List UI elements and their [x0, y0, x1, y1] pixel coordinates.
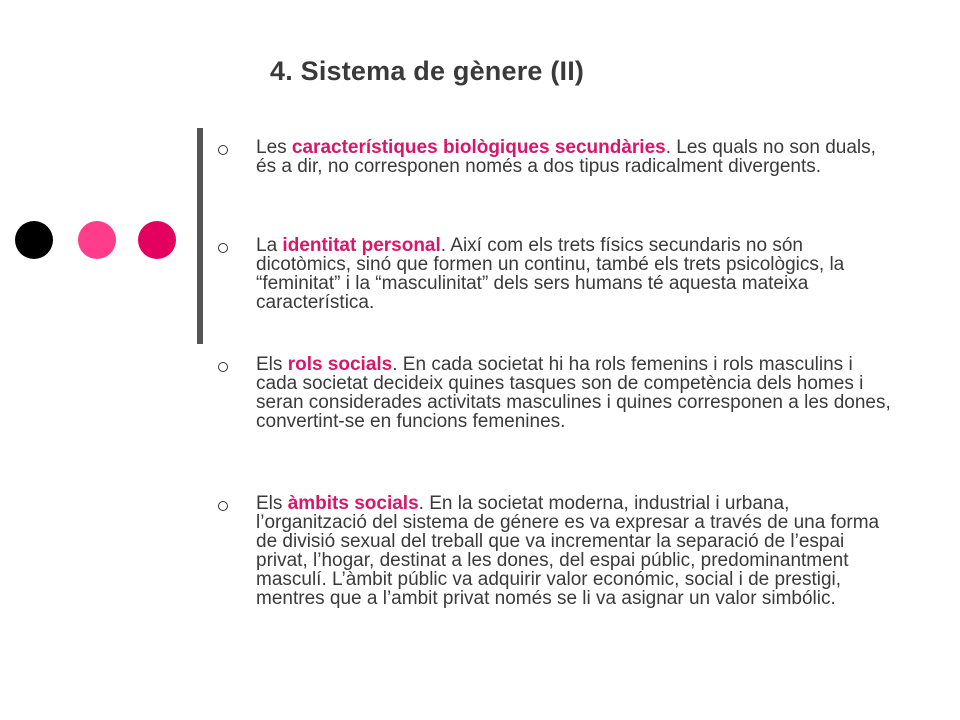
- bullet-text: La identitat personal. Així com els trets físics secundaris no són dicotòmics, sinó que formen un continu, també els trets psicològics, la “feminitat” i la “masculinitat” dels sers humans té aquesta mateixa característica.: [256, 235, 845, 313]
- decorative-dot-pink: [78, 221, 116, 259]
- bullet-circle-icon: [218, 243, 228, 253]
- highlight-term: característiques biològiques secundàries: [291, 137, 666, 158]
- highlight-term: identitat personal: [282, 235, 441, 256]
- bullet-circle-icon: [218, 145, 228, 155]
- bullet-text: Els àmbits socials. En la societat moderna, industrial i urbana, l’organització del sistema de génere es va expresar a través de una forma de divisió sexual del treball que va incrementar la separació de l’espai privat, l’hogar, destinat a les dones, del espai públic, predominantment masculí. L’àmbit públic va adquirir valor económic, social i de prestigi, mentres que a l’ambit privat només se li va asignar un valor simbólic.: [256, 493, 880, 609]
- bullet-text: Els rols socials. En cada societat hi ha rols femenins i rols masculins i cada societat decideix quines tasques son de competència dels homes i seran considerades activitats masculines i quines corresponen a les dones, convertint-se en funcions femenines.: [256, 354, 891, 432]
- bullet-text: Les característiques biològiques secundàries. Les quals no son duals, és a dir, no corresponen només a dos tipus radicalment divergents.: [256, 137, 876, 177]
- highlight-term: rols socials: [287, 354, 393, 375]
- vertical-divider: [197, 128, 203, 344]
- bullet-circle-icon: [218, 501, 228, 511]
- bullet-circle-icon: [218, 362, 228, 372]
- highlight-term: àmbits socials: [287, 493, 419, 514]
- decorative-dot-black: [15, 221, 53, 259]
- decorative-dot-magenta: [138, 221, 176, 259]
- slide-title: 4. Sistema de gènere (II): [270, 56, 585, 86]
